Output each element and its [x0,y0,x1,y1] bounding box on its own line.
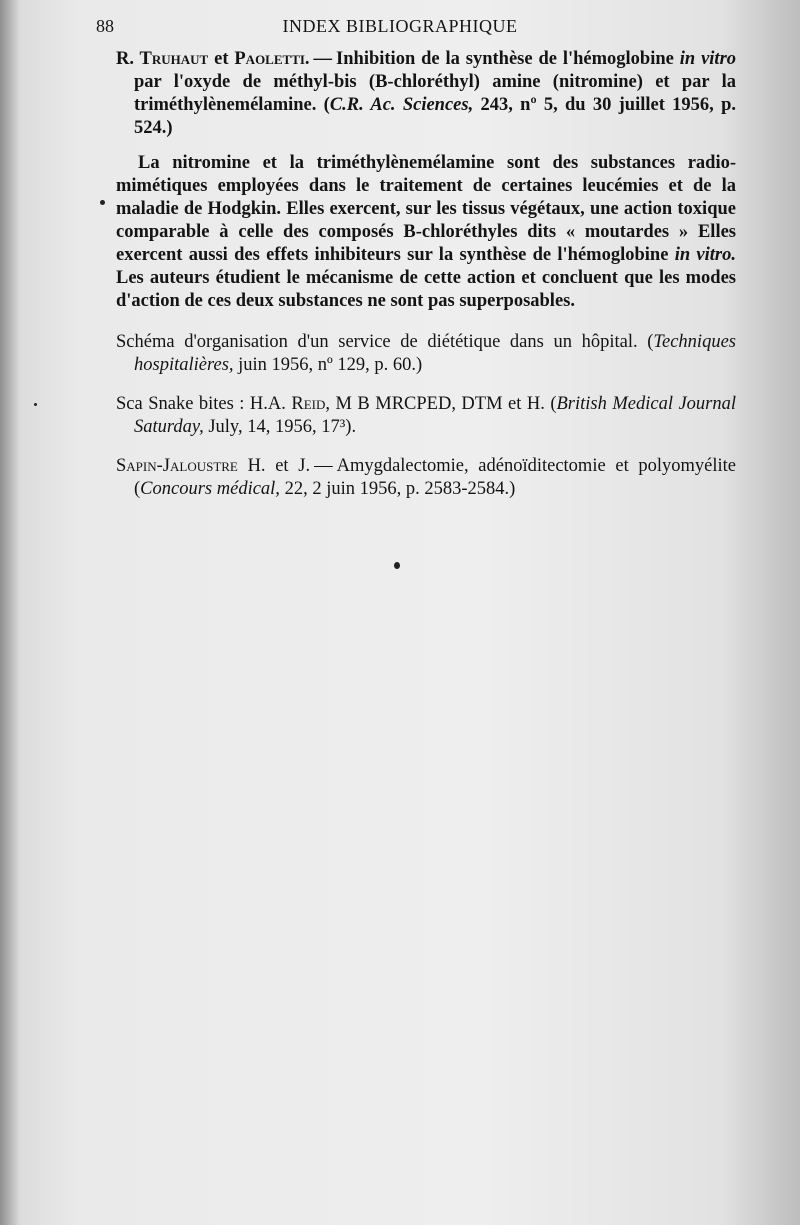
entry-separator: — [313,49,333,69]
entry-title-rest: par l'oxyde de méthyl-bis (B-chloréthyl) amine (nitromine) et par la triméthylènemélamine. ( [134,72,736,115]
ink-speck [34,403,37,406]
entry-title-italic: in vitro [679,49,737,69]
entry-separator: — [314,456,333,476]
entry-title: Schéma d'organisation d'un service de diététique dans un hôpital. ( [116,332,654,352]
entry-source: C.R. Ac. Sciences, [329,95,474,115]
bibliography-entry [116,48,736,140]
entry-title: Sca Snake bites : H.A. [116,394,286,414]
entry-source-details: 22, 2 juin 1956, p. 2583-2584.) [284,479,516,499]
entry-source-details: 243, nº 5, du 30 juillet 1956, p. 524.) [134,95,736,138]
abstract-text-rest: Les auteurs étudient le mécanisme de cette action et concluent que les modes d'action de ces deux substances ne sont pas superposables. [116,268,736,311]
entry-author: R. Truhaut [116,49,209,69]
entry-abstract [116,152,736,313]
entry-author-connector: et [214,49,229,69]
bibliography-list [116,48,736,517]
running-title: INDEX BIBLIOGRAPHIQUE [282,16,518,36]
entry-author: Reid, [291,394,331,414]
bibliography-entry [116,393,736,439]
bibliography-entry [116,331,736,377]
entry-title-rest: M B MRCPED, DTM et H. ( [335,394,557,414]
entry-author-rest: H. et J. [247,456,311,476]
page-number: 88 [96,16,114,36]
entry-title: Amygdalectomie, adénoïditectomie et polyomyélite ( [134,456,736,499]
entry-author: Paoletti. [234,49,310,69]
entry-author: Sapin-Jaloustre [116,456,238,476]
entry-source: Techniques hospitalières, [134,332,736,375]
bibliography-entry [116,455,736,501]
entry-source: Concours médical, [140,479,280,499]
page-header [0,12,800,40]
abstract-italic: in vitro. [674,245,736,265]
entry-source: British Medical Journal Saturday, [134,394,736,437]
entry-source-details: July, 14, 1956, 17³). [208,417,357,437]
ink-speck [100,200,105,205]
entry-source-details: juin 1956, nº 129, p. 60.) [238,355,423,375]
entry-title: Inhibition de la synthèse de l'hémoglobine [336,49,674,69]
ink-speck [394,562,400,569]
abstract-text: La nitromine et la triméthylènemélamine sont des substances radio-mimétiques employées dans le traitement de certaines leucémies et de la maladie de Hodgkin. Elles exercent, sur les tissus végétaux, une action toxique comparable à celle des composés B-chloréthyles dits « moutardes » Elles exercent aussi des effets inhibiteurs sur la synthèse de l'hémoglobine [116,153,736,265]
